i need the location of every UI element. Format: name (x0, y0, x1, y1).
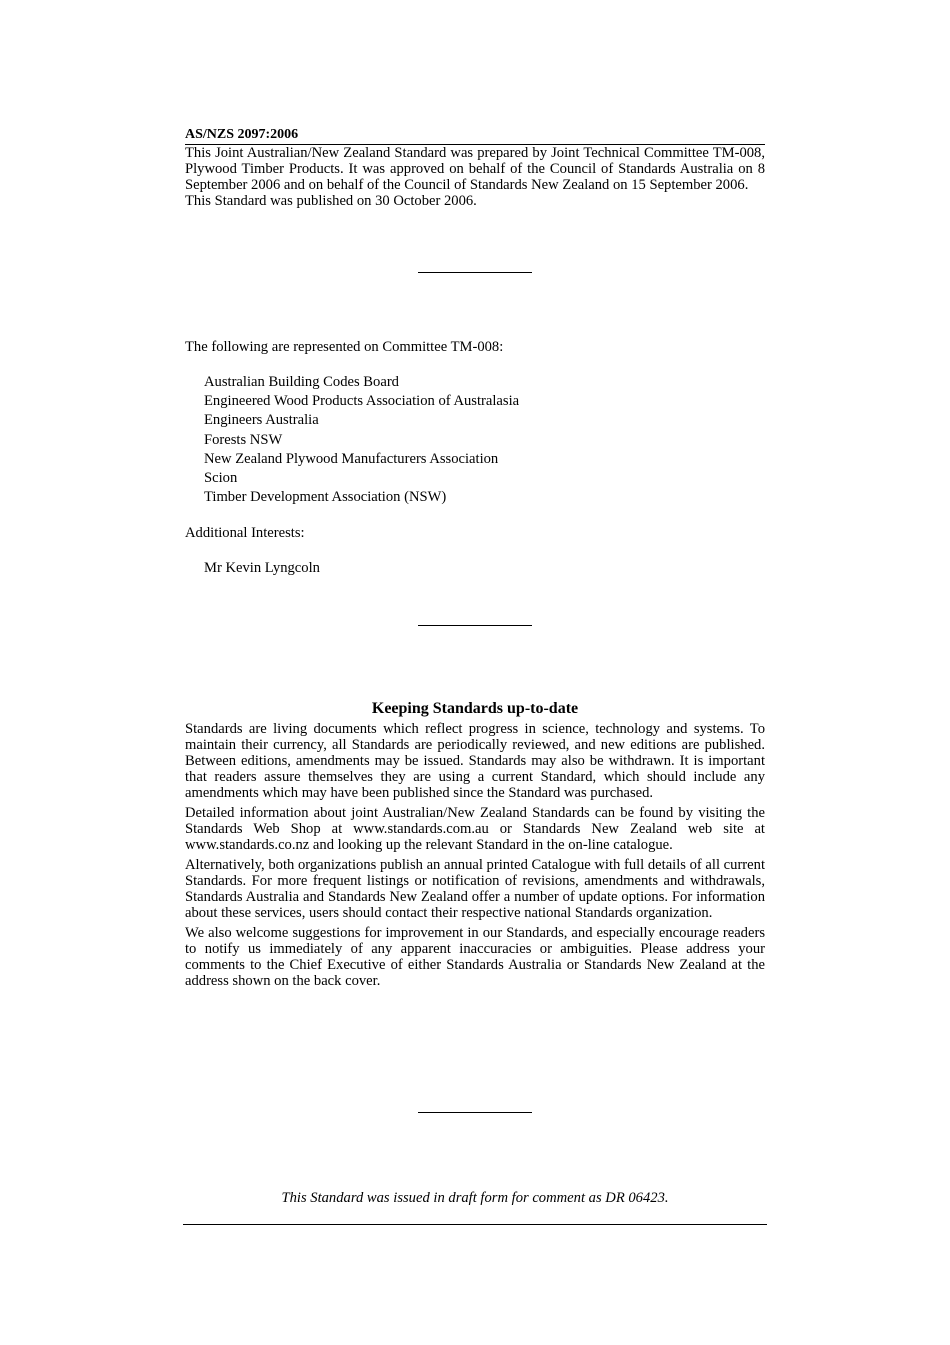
body-paragraph: Detailed information about joint Australian/New Zealand Standards can be found by visiting the Standards Web Shop at www.standards.com.au or Standards New Zealand web site at www.standards.co.nz and looking up the relevant Standard in the on-line catalogue. (185, 805, 765, 853)
committee-member: Engineers Australia (204, 412, 319, 429)
committee-intro: The following are represented on Committee TM-008: (185, 339, 504, 355)
body-paragraph: We also welcome suggestions for improvement in our Standards, and especially encourage readers to notify us immediately of any apparent inaccuracies or ambiguities. Please address your comments to the Chief Executive of either Standards Australia or Standards New Zealand at the address shown on the back cover. (185, 925, 765, 989)
committee-member: Timber Development Association (NSW) (204, 489, 447, 506)
draft-note: This Standard was issued in draft form for comment as DR 06423. (281, 1190, 669, 1206)
additional-interests-heading: Additional Interests: (185, 525, 305, 541)
committee-member: New Zealand Plywood Manufacturers Association (204, 450, 499, 467)
committee-member: Engineered Wood Products Association of Australasia (204, 393, 520, 410)
footer-rule (183, 1224, 767, 1225)
body-paragraph: Alternatively, both organizations publish an annual printed Catalogue with full details of all current Standards. For more frequent listings or notification of revisions, amendments and withdrawals, Standards Australia and Standards New Zealand offer a number of update options. For information about these services, users should contact their respective national Standards organization. (185, 857, 765, 921)
keeping-standards-body (185, 721, 765, 993)
section-divider (418, 625, 532, 626)
section-divider (418, 272, 532, 273)
committee-member: Australian Building Codes Board (204, 374, 399, 390)
preparation-text: This Joint Australian/New Zealand Standard was prepared by Joint Technical Committee TM-008, Plywood Timber Products. It was approved on behalf of the Council of Standards Australia on 8 September 2006 and on behalf of the Council of Standards New Zealand on 15 September 2006. (185, 145, 765, 193)
section-divider (418, 1112, 532, 1113)
preparation-block (185, 145, 765, 209)
keeping-standards-title: Keeping Standards up-to-date (371, 700, 579, 717)
body-paragraph: Standards are living documents which reflect progress in science, technology and systems. To maintain their currency, all Standards are periodically reviewed, and new editions are published. Between editions, amendments may be issued. Standards may also be withdrawn. It is important that readers assure themselves they are using a current Standard, which should include any amendments which may have been published since the Standard was purchased. (185, 721, 765, 801)
committee-member: Scion (204, 470, 238, 487)
additional-member: Mr Kevin Lyngcoln (204, 560, 320, 576)
publication-text: This Standard was published on 30 October 2006. (185, 193, 477, 209)
committee-member: Forests NSW (204, 431, 283, 448)
committee-member-list (204, 373, 519, 507)
additional-interests-list (204, 559, 320, 578)
standard-code: AS/NZS 2097:2006 (185, 127, 299, 142)
